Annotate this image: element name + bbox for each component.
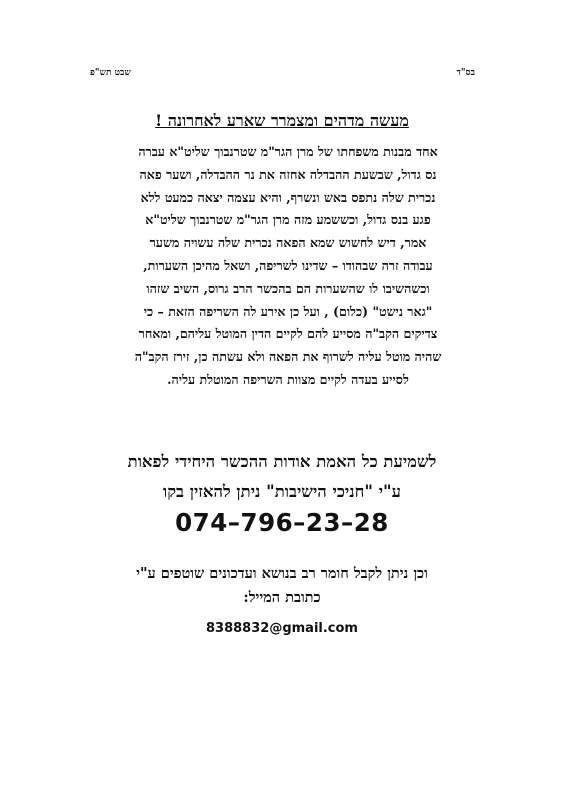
story-line: צדיקים הקב"ה מסייע להם לקיים הדין המוטל עליהם, ומאחר	[138, 326, 438, 342]
header-date: שבט תש"פ	[90, 68, 131, 78]
email-address: 8388832@gmail.com	[206, 621, 358, 636]
more-info	[0, 562, 564, 610]
story-line: עבודה זרה שבהודו – שדינו לשריפה, ושאל מהיכן השערות,	[143, 257, 433, 273]
header-bsd: בס"ד	[456, 68, 475, 78]
more-line-2: כתובת המייל:	[243, 589, 321, 606]
cta-line-1: לשמיעת כל האמת אודות ההכשר היחידי לפאות	[127, 452, 437, 471]
story-line: אחד מבנות משפחתו של מרן הגר"מ שטרנבוך שליט"א עברה	[138, 144, 438, 159]
story-line: שהיה מוטל עליה לשרוף את הפאה ולא עשתה כן, זירז הקב"ה	[134, 349, 442, 365]
story-line: "גאר נישט" (כלום) , ועל כן אירע לה השריפה הזאת – כי	[143, 303, 433, 319]
story-line: אמר, דיש לחשוש שמא הפאה נכרית שלה עשויה משער	[149, 235, 427, 251]
story-line: וכשהשיבו לו שהשערות הם בהכשר הרב גרוס, השיב שזהו	[146, 280, 430, 296]
story-line: נכרית שלה נתפס באש ונשרף, והיא עצמה יצאה כמעט ללא	[140, 189, 436, 205]
phone-number: 074–796–23–28	[175, 508, 389, 537]
page-title: מעשה מדהים ומצמרר שארע לאחרונה !	[155, 111, 409, 130]
cta-line-2: ע"י "חניכי הישיבות" ניתן להאזין בקו	[163, 482, 401, 501]
story-line: פגע בנס גדול, וכששמע מזה מרן הגר"מ שטרנבוך שליט"א	[145, 212, 431, 228]
story-paragraph	[88, 141, 488, 392]
story-line: נס גדול, שבשעת ההבדלה אחזה את נר ההבדלה, ושער פאה	[139, 166, 437, 182]
call-to-action	[0, 447, 564, 507]
story-line: לסייע בעדה לקיים מצוות השריפה המוטלת עליה.	[167, 371, 409, 387]
more-line-1: וכן ניתן לקבל חומר רב בנושא ועדכונים שוטפים ע"י	[136, 565, 428, 582]
